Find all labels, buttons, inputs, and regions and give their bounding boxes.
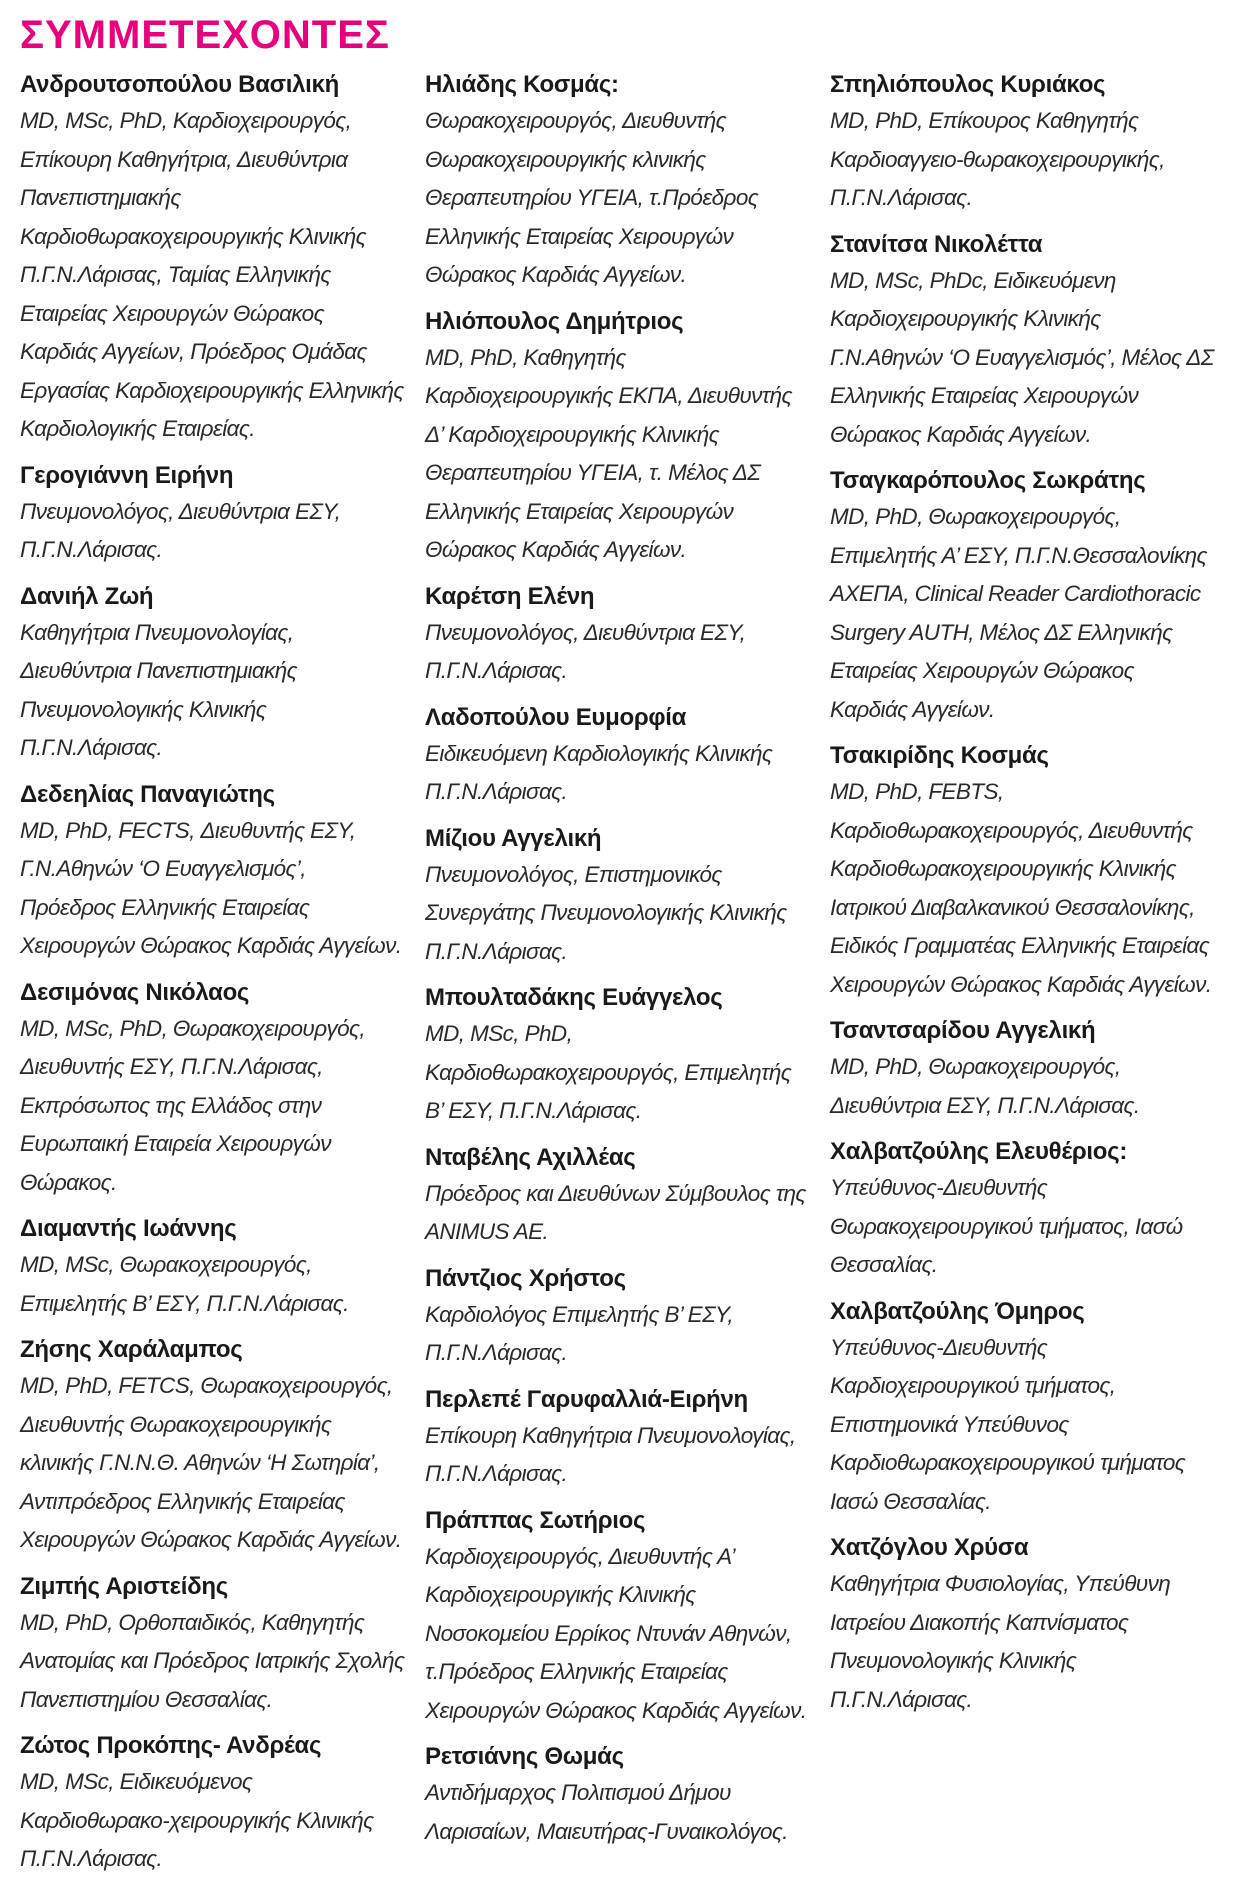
participant-name: Ανδρουτσοπούλου Βασιλική (20, 71, 339, 98)
participant-entry (830, 1137, 1215, 1285)
participant-name: Ζήσης Χαράλαμπος (20, 1336, 243, 1363)
participant-name: Σπηλιόπουλος Κυριάκος (830, 71, 1106, 98)
participant-name: Στανίτσα Νικολέττα (830, 230, 1043, 258)
participant-description: Πνευμονολόγος, Επιστημονικός Συνεργάτης Πνευμονολογικής Κλινικής Π.Γ.Ν.Λάρισας. (425, 861, 787, 964)
participant-entry (830, 230, 1215, 455)
participant-description: Καθηγήτρια Πνευμονολογίας, Διευθύντρια Πανεπιστημιακής Πνευμονολογικής Κλινικής Π.Γ.Ν.Λάρισας. (20, 619, 298, 760)
participant-name: Δεδεηλίας Παναγιώτης (20, 780, 275, 808)
participant-description: MD, PhD, Επίκουρος Καθηγητής Καρδιοαγγειο-θωρακοχειρουργικής, Π.Γ.Ν.Λάρισας. (830, 108, 1165, 210)
participant-entry (425, 983, 810, 1131)
participant-description: Καρδιολόγος Επιμελητής Β’ ΕΣΥ, Π.Γ.Ν.Λάρισας. (425, 1301, 733, 1365)
participant-entry (830, 466, 1215, 729)
participant-name: Νταβέλης Αχιλλέας (425, 1143, 636, 1171)
participant-entry (830, 1016, 1215, 1125)
participant-description: MD, MSc, PhD, Θωρακοχειρουργός, Διευθυντής ΕΣΥ, Π.Γ.Ν.Λάρισας, Εκπρόσωπος της Ελλάδος στην Ευρωπαική Εταιρεία Χειρουργών Θώρακος. (20, 1015, 366, 1195)
participant-entry (20, 780, 405, 966)
participant-description: MD, PhD, Θωρακοχειρουργός, Επιμελητής Α’ ΕΣΥ, Π.Γ.Ν.Θεσσαλονίκης ΑΧΕΠΑ, Clinical Reader Cardiothoracic Surgery AUTH, Μέλος ΔΣ Ελληνικής Εταιρείας Χειρουργών Θώρακος Καρδιάς Αγγείων. (830, 504, 1207, 722)
participant-entry (20, 978, 405, 1203)
participant-entry (830, 741, 1215, 1004)
participant-description: MD, PhD, Καθηγητής Καρδιοχειρουργικής ΕΚΠΑ, Διευθυντής Δ’ Καρδιοχειρουργικής Κλινικής Θεραπευτηρίου ΥΓΕΙΑ, τ. Μέλος ΔΣ Ελληνικής Εταιρείας Χειρουργών Θώρακος Καρδιάς Αγγείων. (425, 344, 792, 562)
participant-description: Πρόεδρος και Διευθύνων Σύμβουλος της ANIMUS AE. (425, 1180, 806, 1244)
participant-entry (20, 1572, 405, 1720)
participant-entry (425, 1385, 810, 1494)
participant-entry (425, 824, 810, 972)
participant-name: Τσακιρίδης Κοσμάς (830, 742, 1049, 769)
participant-entry (830, 70, 1215, 218)
participant-name: Διαμαντής Ιωάννης (20, 1215, 237, 1242)
participant-name: Ρετσιάνης Θωμάς (425, 1743, 624, 1770)
participant-name: Λαδοπούλου Ευμορφία (425, 703, 687, 731)
participant-name: Ζώτος Προκόπης- Ανδρέας (20, 1732, 322, 1759)
participant-description: Ειδικευόμενη Καρδιολογικής Κλινικής Π.Γ.Ν.Λάρισας. (425, 740, 773, 804)
participant-entry (425, 1264, 810, 1373)
participant-name: Χαλβατζούλης Ελευθέριος: (830, 1138, 1128, 1165)
participant-entry (20, 461, 405, 570)
participant-name: Ζιμπής Αριστείδης (20, 1572, 228, 1600)
participant-description: MD, MSc, PhDc, Ειδικευόμενη Καρδιοχειρουργικής Κλινικής Γ.Ν.Αθηνών ‘Ο Ευαγγελισμός’, Μέλος ΔΣ Ελληνικής Εταιρείας Χειρουργών Θώρακος Καρδιάς Αγγείων. (830, 267, 1214, 447)
participant-entry (20, 1731, 405, 1879)
participant-description: Επίκουρη Καθηγήτρια Πνευμονολογίας, Π.Γ.Ν.Λάρισας. (425, 1422, 796, 1486)
participant-entry (20, 1335, 405, 1560)
participant-entry (20, 70, 405, 449)
participant-entry (425, 582, 810, 691)
participant-description: MD, PhD, FETCS, Θωρακοχειρουργός, Διευθυντής Θωρακοχειρουργικής κλινικής Γ.Ν.Ν.Θ. Αθηνών ‘Η Σωτηρία’, Αντιπρόεδρος Ελληνικής Εταιρείας Χειρουργών Θώρακος Καρδιάς Αγγείων. (20, 1373, 402, 1552)
participant-name: Γερογιάννη Ειρήνη (20, 461, 234, 489)
participant-name: Τσαντσαρίδου Αγγελική (830, 1017, 1096, 1044)
participant-description: Καρδιοχειρουργός, Διευθυντής Α’ Καρδιοχειρουργικής Κλινικής Νοσοκομείου Ερρίκος Ντυνάν Αθηνών, τ.Πρόεδρος Ελληνικής Εταιρείας Χειρουργών Θώρακος Καρδιάς Αγγείων. (425, 1543, 807, 1723)
participant-description: Υπεύθυνος-Διευθυντής Θωρακοχειρουργικού τμήματος, Ιασώ Θεσσαλίας. (830, 1175, 1183, 1277)
participants-column-1 (20, 70, 405, 1891)
participant-name: Πράππας Σωτήριος (425, 1506, 646, 1534)
page-title: ΣΥΜΜΕΤΕΧΟΝΤΕΣ (20, 13, 390, 57)
participant-description: Υπεύθυνος-Διευθυντής Καρδιοχειρουργικού τμήματος, Επιστημονικά Υπεύθυνος Καρδιοθωρακοχειρουργικού τμήματος Ιασώ Θεσσαλίας. (830, 1334, 1186, 1514)
participant-name: Χατζόγλου Χρύσα (830, 1534, 1029, 1561)
participant-entry (20, 582, 405, 768)
participants-column-2 (425, 70, 810, 1863)
participants-column-3 (830, 70, 1215, 1731)
participant-entry (425, 1143, 810, 1252)
participant-entry (425, 703, 810, 812)
participant-description: Αντιδήμαρχος Πολιτισμού Δήμου Λαρισαίων, Μαιευτήρας-Γυναικολόγος. (425, 1780, 788, 1844)
participant-description: Θωρακοχειρουργός, Διευθυντής Θωρακοχειρουργικής κλινικής Θεραπευτηρίου ΥΓΕΙΑ, τ.Πρόεδρος Ελληνικής Εταιρείας Χειρουργών Θώρακος Καρδιάς Αγγείων. (425, 108, 759, 287)
participant-description: Καθηγήτρια Φυσιολογίας, Υπεύθυνη Ιατρείου Διακοπής Καπνίσματος Πνευμονολογικής Κλινικής Π.Γ.Ν.Λάρισας. (830, 1571, 1171, 1712)
participant-description: MD, MSc, Ειδικευόμενος Καρδιοθωρακο-χειρουργικής Κλινικής Π.Γ.Ν.Λάρισας. (20, 1769, 374, 1871)
participant-entry (425, 1742, 810, 1851)
participant-name: Ηλιόπουλος Δημήτριος (425, 307, 684, 335)
participant-name: Δεσιμόνας Νικόλαος (20, 978, 250, 1006)
participant-name: Περλεπέ Γαρυφαλλιά-Ειρήνη (425, 1385, 748, 1413)
participant-description: Πνευμονολόγος, Διευθύντρια ΕΣΥ, Π.Γ.Ν.Λάρισας. (425, 619, 746, 683)
participant-name: Πάντζιος Χρήστος (425, 1264, 626, 1292)
participant-name: Τσαγκαρόπουλος Σωκράτης (830, 467, 1146, 494)
participant-name: Καρέτση Ελένη (425, 582, 595, 610)
participant-entry (425, 307, 810, 570)
participant-name: Μπουλταδάκης Ευάγγελος (425, 984, 723, 1011)
participant-description: Πνευμονολόγος, Διευθύντρια ΕΣΥ, Π.Γ.Ν.Λάρισας. (20, 498, 341, 562)
participant-description: MD, MSc, PhD, Καρδιοχειρουργός, Επίκουρη Καθηγήτρια, Διευθύντρια Πανεπιστημιακής Καρδιοθωρακοχειρουργικής Κλινικής Π.Γ.Ν.Λάρισας, Ταμίας Ελληνικής Εταιρείας Χειρουργών Θώρακος Καρδιάς Αγγείων, Πρόεδρος Ομάδας Εργασίας Καρδιοχειρουργικής Ελληνικής Καρδιολογικής Εταιρείας. (20, 108, 404, 441)
participant-name: Ηλιάδης Κοσμάς: (425, 71, 619, 98)
participant-name: Μίζιου Αγγελική (425, 824, 602, 852)
participant-entry (20, 1214, 405, 1323)
participant-entry (425, 70, 810, 295)
participant-description: MD, PhD, FECTS, Διευθυντής ΕΣΥ, Γ.Ν.Αθηνών ‘Ο Ευαγγελισμός’, Πρόεδρος Ελληνικής Εταιρείας Χειρουργών Θώρακος Καρδιάς Αγγείων. (20, 817, 402, 958)
participant-name: Χαλβατζούλης Όμηρος (830, 1297, 1085, 1325)
participant-entry (830, 1297, 1215, 1522)
participant-description: MD, MSc, PhD, Καρδιοθωρακοχειρουργός, Επιμελητής Β’ ΕΣΥ, Π.Γ.Ν.Λάρισας. (425, 1021, 792, 1123)
participant-entry (830, 1533, 1215, 1719)
participant-description: MD, PhD, Ορθοπαιδικός, Καθηγητής Ανατομίας και Πρόεδρος Ιατρικής Σχολής Πανεπιστημίου Θεσσαλίας. (20, 1609, 405, 1712)
participant-name: Δανιήλ Ζωή (20, 582, 154, 610)
participant-entry (425, 1506, 810, 1731)
participant-description: MD, PhD, Θωρακοχειρουργός, Διευθύντρια ΕΣΥ, Π.Γ.Ν.Λάρισας. (830, 1054, 1140, 1118)
participant-description: MD, PhD, FEBTS, Καρδιοθωρακοχειρουργός, Διευθυντής Καρδιοθωρακοχειρουργικής Κλινικής Ιατρικού Διαβαλκανικού Θεσσαλονίκης, Ειδικός Γραμματέας Ελληνικής Εταιρείας Χειρουργών Θώρακος Καρδιάς Αγγείων. (830, 779, 1212, 997)
participant-description: MD, MSc, Θωρακοχειρουργός, Επιμελητής Β’ ΕΣΥ, Π.Γ.Ν.Λάρισας. (20, 1252, 349, 1316)
